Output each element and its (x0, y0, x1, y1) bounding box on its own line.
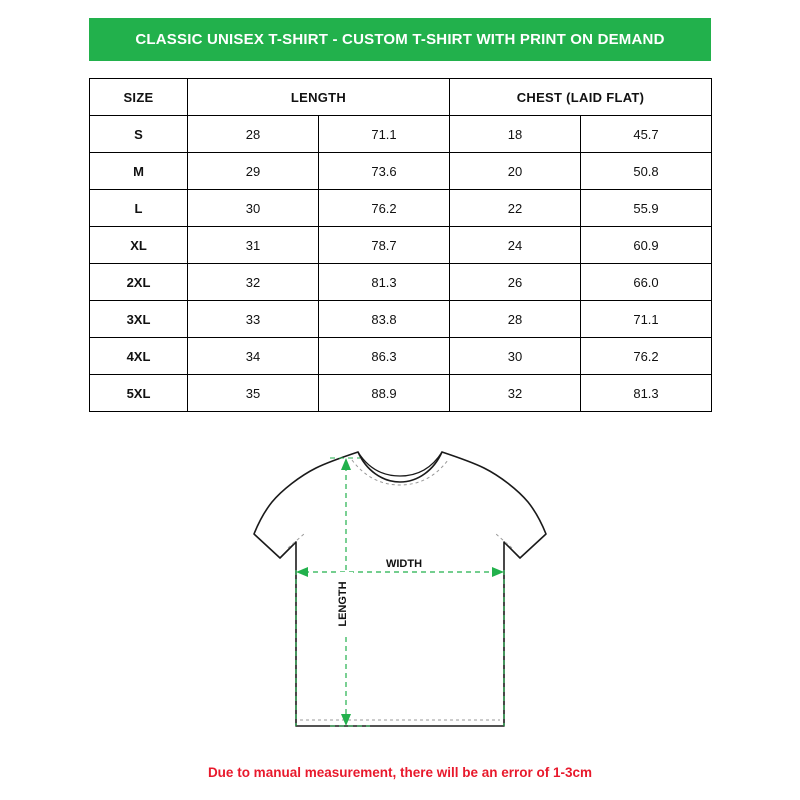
cell-chest-in: 26 (450, 264, 581, 301)
cell-length-in: 31 (188, 227, 319, 264)
cell-chest-cm: 55.9 (581, 190, 712, 227)
measurement-disclaimer: Due to manual measurement, there will be an error of 1-3cm (207, 765, 593, 780)
cell-size: 4XL (90, 338, 188, 375)
table-row (90, 190, 712, 227)
cell-size: M (90, 153, 188, 190)
cell-size: S (90, 116, 188, 153)
cell-chest-in: 28 (450, 301, 581, 338)
cell-size: L (90, 190, 188, 227)
cell-chest-cm: 66.0 (581, 264, 712, 301)
tshirt-outline-icon (254, 452, 546, 726)
cell-length-cm: 81.3 (319, 264, 450, 301)
cell-size: 3XL (90, 301, 188, 338)
cell-chest-in: 20 (450, 153, 581, 190)
cell-length-in: 32 (188, 264, 319, 301)
cell-chest-in: 22 (450, 190, 581, 227)
cell-chest-cm: 71.1 (581, 301, 712, 338)
page-title: CLASSIC UNISEX T-SHIRT - CUSTOM T-SHIRT WITH PRINT ON DEMAND (135, 31, 665, 48)
size-chart-table (89, 78, 712, 412)
cell-length-in: 29 (188, 153, 319, 190)
table-body (90, 116, 712, 412)
cell-chest-cm: 50.8 (581, 153, 712, 190)
table-row (90, 338, 712, 375)
cell-length-cm: 88.9 (319, 375, 450, 412)
cell-length-in: 33 (188, 301, 319, 338)
cell-chest-in: 30 (450, 338, 581, 375)
cell-length-in: 30 (188, 190, 319, 227)
table-row (90, 301, 712, 338)
tshirt-diagram (220, 430, 580, 740)
table-row (90, 264, 712, 301)
cell-chest-cm: 45.7 (581, 116, 712, 153)
cell-length-cm: 71.1 (319, 116, 450, 153)
cell-length-in: 28 (188, 116, 319, 153)
cell-length-in: 35 (188, 375, 319, 412)
cell-length-cm: 78.7 (319, 227, 450, 264)
header-banner (89, 18, 711, 61)
table-row (90, 116, 712, 153)
cell-chest-cm: 60.9 (581, 227, 712, 264)
table-row (90, 153, 712, 190)
cell-length-cm: 86.3 (319, 338, 450, 375)
table-header (90, 79, 712, 116)
column-header-size: SIZE (90, 79, 188, 116)
cell-length-cm: 83.8 (319, 301, 450, 338)
cell-length-cm: 73.6 (319, 153, 450, 190)
cell-chest-cm: 76.2 (581, 338, 712, 375)
cell-length-cm: 76.2 (319, 190, 450, 227)
cell-chest-in: 18 (450, 116, 581, 153)
column-header-length: LENGTH (188, 79, 450, 116)
table-row (90, 375, 712, 412)
length-label: LENGTH (337, 581, 349, 627)
table-header-row (90, 79, 712, 116)
column-header-chest: CHEST (LAID FLAT) (450, 79, 712, 116)
width-label: WIDTH (385, 558, 423, 570)
cell-size: 2XL (90, 264, 188, 301)
cell-chest-in: 24 (450, 227, 581, 264)
cell-size: 5XL (90, 375, 188, 412)
cell-size: XL (90, 227, 188, 264)
cell-chest-in: 32 (450, 375, 581, 412)
cell-length-in: 34 (188, 338, 319, 375)
table-row (90, 227, 712, 264)
cell-chest-cm: 81.3 (581, 375, 712, 412)
